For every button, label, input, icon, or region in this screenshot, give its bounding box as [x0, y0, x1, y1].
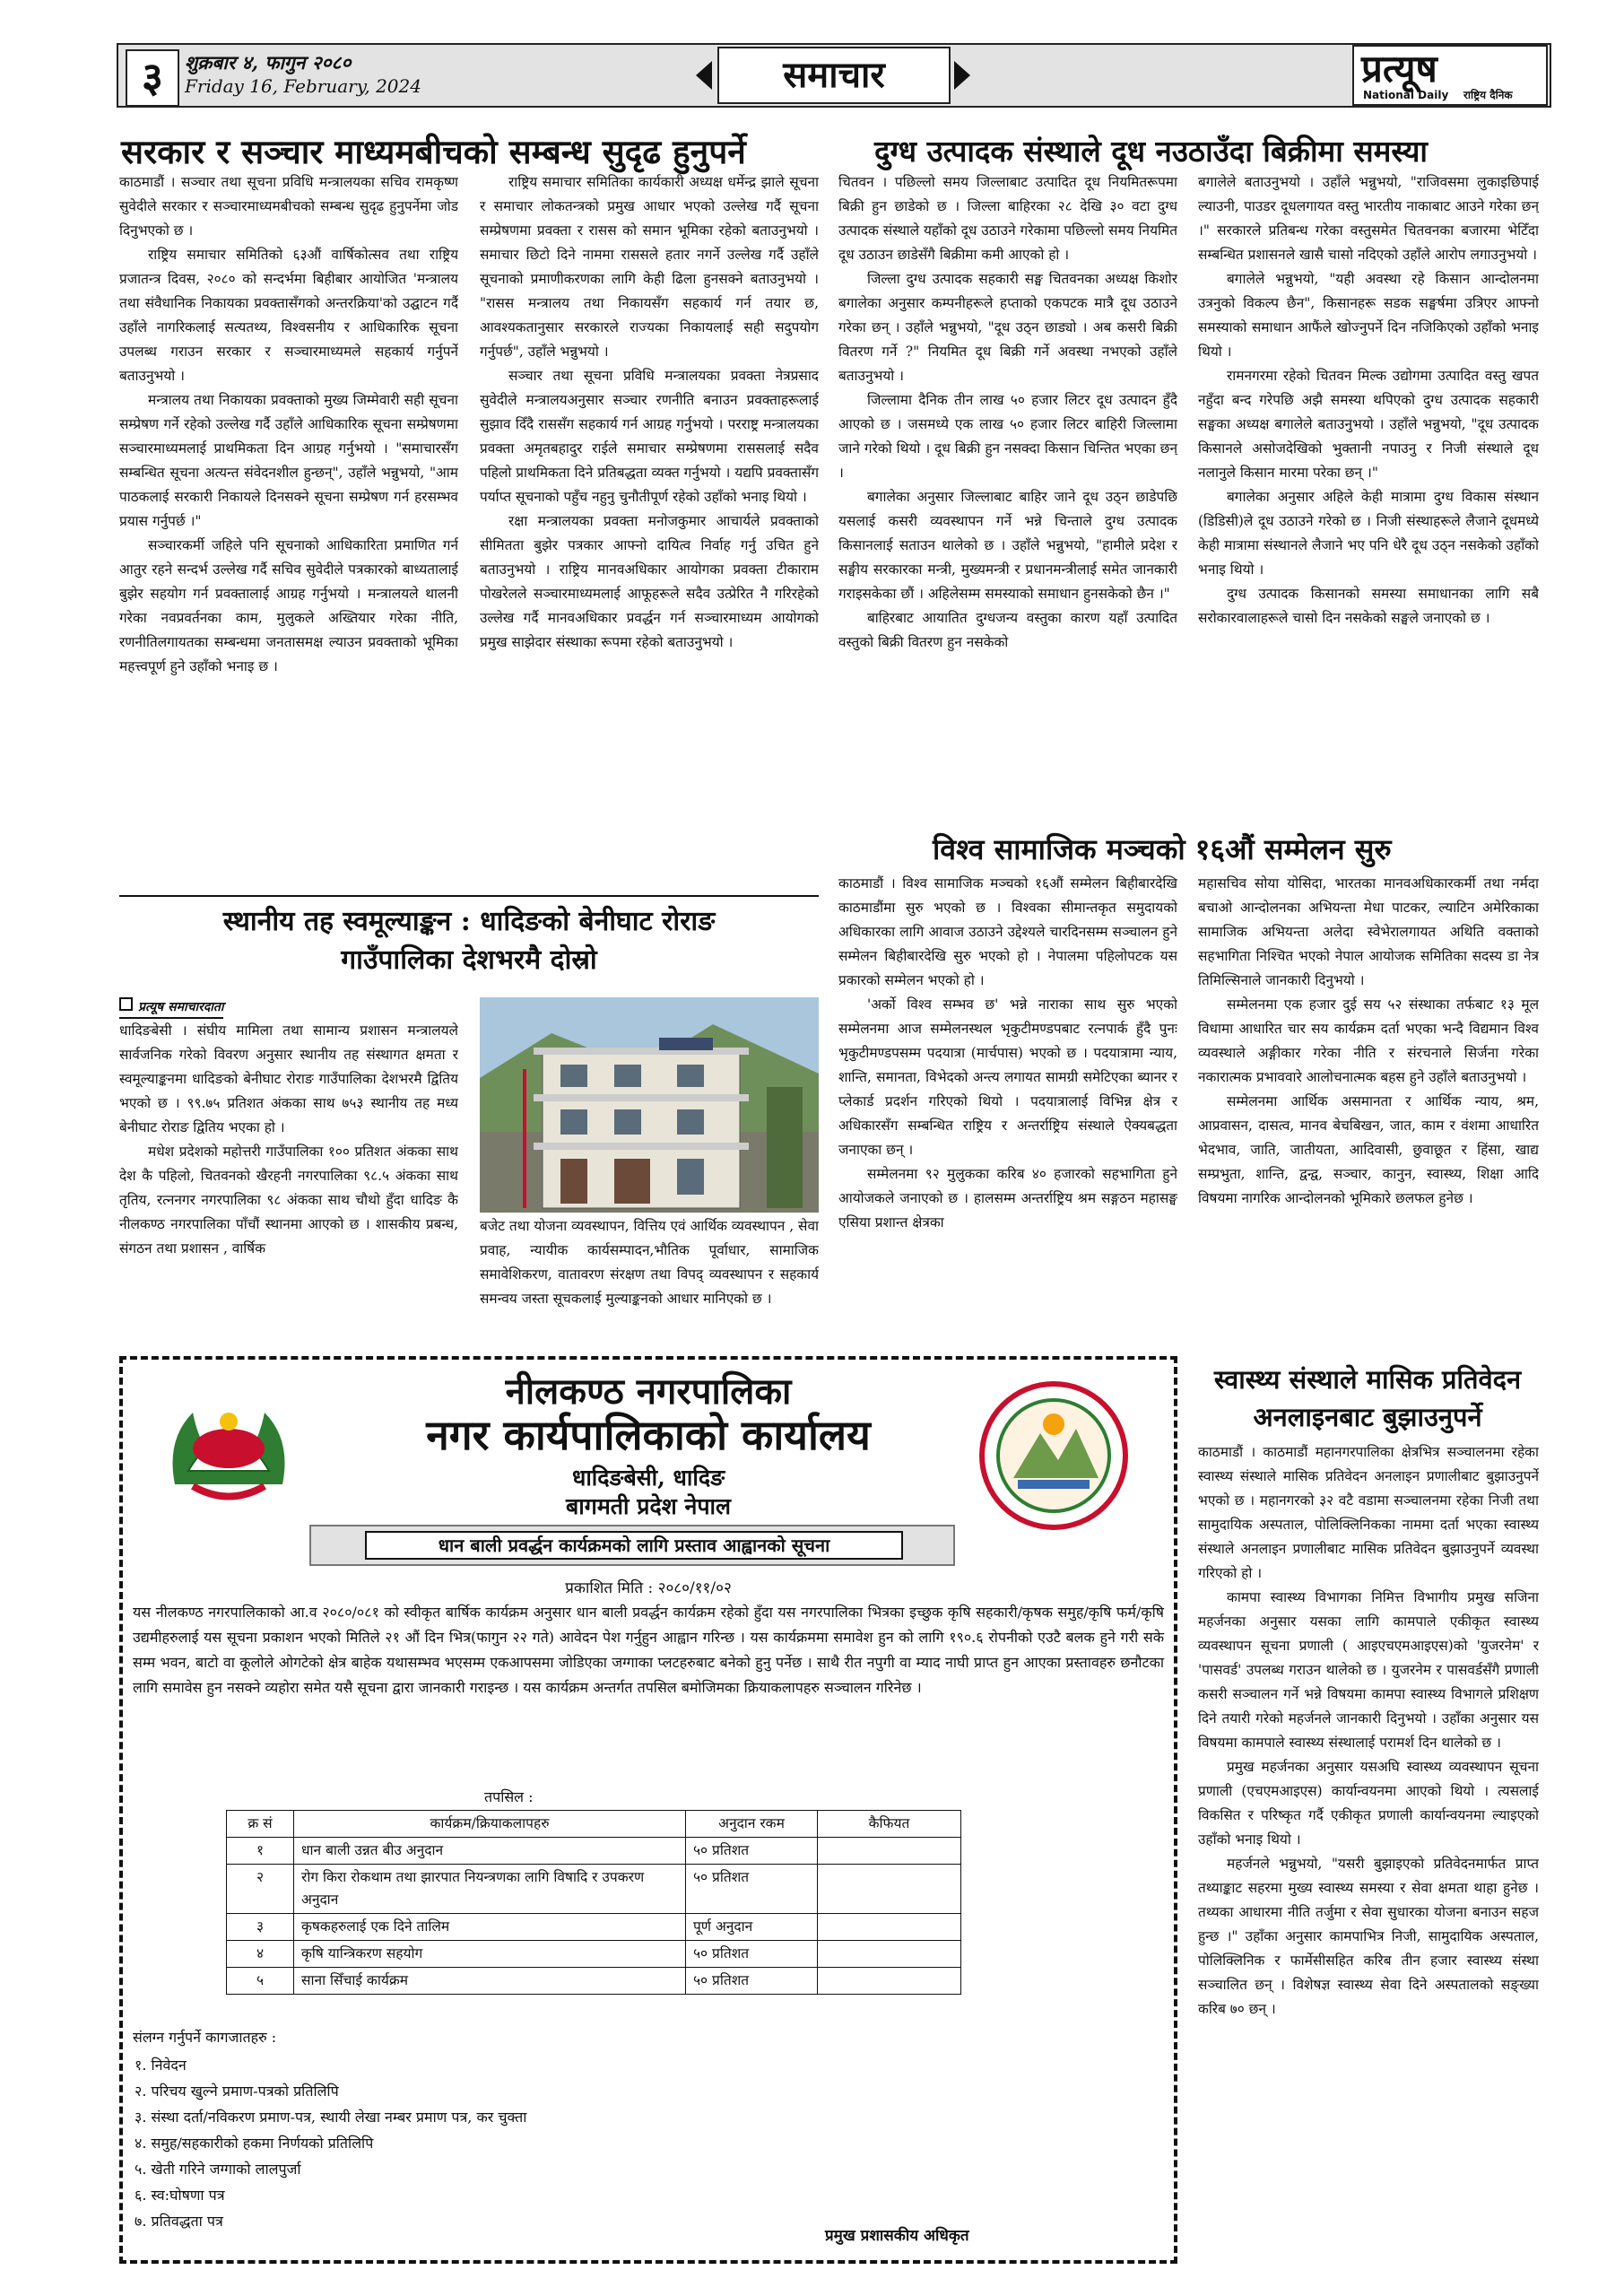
logo-subtitle: National Daily राष्ट्रिय दैनिक — [1363, 89, 1513, 101]
table-cell: १ — [227, 1838, 294, 1865]
article2-col1 — [838, 170, 1177, 818]
paragraph: बजेट तथा योजना व्यवस्थापन, वित्तिय एवं आर्थिक व्यवस्थापन , सेवा प्रवाह, न्यायीक कार्यसम्पादन,भौतिक पूर्वाधार, सामाजिक समावेशिकरण, वातावरण संरक्षण तथा विपद् व्यवस्थापन र सहकार्य समन्वय जस्ता सूचकलाई मुल्याङ्कनको आधार मानिएको छ । — [480, 1218, 819, 1307]
date-english: Friday 16, February, 2024 — [185, 75, 421, 97]
paragraph: काठमाडौं । सञ्चार तथा सूचना प्रविधि मन्त्रालयका सचिव रामकृष्ण सुवेदीले सरकार र सञ्चारमाध्यमबीचको सम्बन्ध सुदृढ हुनुपर्नेमा जोड दिनुभएको छ । — [119, 174, 458, 239]
article3-headline: विश्व सामाजिक मञ्चको १६औं सम्मेलन सुरु — [933, 832, 1392, 866]
table-cell: रोग किरा रोकथाम तथा झारपात नियन्त्रणका लागि विषादि र उपकरण अनुदान — [294, 1865, 686, 1914]
paragraph: बगालेका अनुसार अहिले केही मात्रामा दुग्ध विकास संस्थान (डिडिसी)ले दूध उठाउने गरेको छ । निजी संस्थाहरूले लैजाने दूधमध्ये केही मात्रामा संस्थानले लैजाने भए पनि धेरै दूध उठ्न नसकेको उहाँको भनाइ थियो । — [1198, 489, 1539, 578]
arrow-left-icon — [696, 61, 712, 90]
notice-title-line1: नीलकण्ठ नगरपालिका — [505, 1370, 792, 1413]
table-cell: ५० प्रतिशत — [686, 1865, 818, 1914]
table-row — [227, 1968, 961, 1995]
paragraph: काठमाडौं । काठमाडौं महानगरपालिका क्षेत्रभित्र सञ्चालनमा रहेका स्वास्थ्य संस्थाले मासिक प्रतिवेदन अनलाइन प्रणालीबाट बुझाउनुपर्ने भएको छ । महानगरको ३२ वटै वडामा सञ्चालनमा रहेका निजी तथा सामुदायिक अस्पताल, पोलिक्लिनिकका नाममा दर्ता भएका स्वास्थ्य संस्थाले अनलाइन प्रणालीबाट मासिक प्रतिवेदन बुझाउनुपर्ने व्यवस्था गरिएको हो । — [1198, 1444, 1539, 1581]
article1-headline: सरकार र सञ्चार माध्यमबीचको सम्बन्ध सुदृढ हुनुपर्ने — [121, 132, 746, 171]
signature-title: प्रमुख प्रशासकीय अधिकृत — [825, 2227, 969, 2245]
table-header: क्र सं — [227, 1811, 294, 1838]
article3-col1 — [838, 872, 1177, 1352]
article4-col2 — [480, 1214, 819, 1352]
notice-address-line1: धादिङबेसी, धादिङ — [571, 1465, 725, 1491]
paragraph: सम्मेलनमा ९२ मुलुकका करिब ४० हजारको सहभागिता हुने आयोजकले जनाएको छ । हालसम्म अन्तर्राष्ट्रिय श्रम सङ्गठन महासङ्घ एसिया प्रशान्त क्षेत्रका — [838, 1166, 1177, 1231]
list-item: ६. स्व:घोषणा पत्र — [135, 2187, 225, 2204]
byline: प्रत्यूष समाचारदाता — [119, 997, 223, 1019]
table-row — [227, 1838, 961, 1865]
table-cell — [818, 1914, 961, 1941]
table-cell: ५० प्रतिशत — [686, 1838, 818, 1865]
documents-heading: संलग्न गर्नुपर्ने कागजातहरु : — [133, 2029, 277, 2046]
paragraph: सञ्चार तथा सूचना प्रविधि मन्त्रालयका प्रवक्ता नेत्रप्रसाद सुवेदीले मन्त्रालयअनुसार सञ्चार रणनीति बनाउन प्रवक्ताहरूलाई सुझाव दिँदै राससँग सहकार्य गर्न आग्रह गर्नुभयो । परराष्ट्र मन्त्रालयका प्रवक्ता अमृतबहादुर राईले समाचार सम्प्रेषणमा राससलाई सदैव पहिलो प्राथमिकता दिने प्रतिबद्धता व्यक्त गर्नुभयो । यद्यपि प्रवक्तासँग पर्याप्त सूचनाको पहुँच नहुनु चुनौतीपूर्ण रहेको उहाँको भनाइ थियो । — [480, 368, 819, 505]
table-row — [227, 1865, 961, 1914]
activities-table — [226, 1810, 961, 1995]
paragraph: बगालेका अनुसार जिल्लाबाट बाहिर जाने दूध उठ्न छाडेपछि यसलाई कसरी व्यवस्थापन गर्ने भन्ने चिन्ताले दुग्ध उत्पादक किसानलाई सताउन थालेको छ । उहाँले भन्नुभयो, "हामीले प्रदेश र सङ्घीय सरकारका मन्त्री, मुख्यमन्त्री र प्रधानमन्त्रीलाई समेत जानकारी गराइसकेका छौं । अहिलेसम्म समस्याको समाधान हुनसकेको छैन ।" — [838, 489, 1177, 602]
building-photo — [480, 997, 819, 1213]
table-cell: पूर्ण अनुदान — [686, 1914, 818, 1941]
paragraph: बाहिरबाट आयातित दुग्धजन्य वस्तुका कारण यहाँ उत्पादित वस्तुको बिक्री वितरण हुन नसकेको — [838, 610, 1177, 650]
page-number: ३ — [126, 49, 179, 107]
list-item: ७. प्रतिवद्धता पत्र — [135, 2213, 223, 2230]
notice-title-line2: नगर कार्यपालिकाको कार्यालय — [426, 1411, 871, 1459]
paragraph: महर्जनले भन्नुभयो, "यसरी बुझाइएको प्रतिवेदनमार्फत प्राप्त तथ्याङ्काट सहरमा मुख्य स्वास्थ्य समस्या र सेवा क्षमता थाहा हुनेछ । तथ्यका आधारमा नीति तर्जुमा र सेवा सुधारका योजना बनाउन सहज हुन्छ ।" उहाँका अनुसार कामपाभित्र निजी, सामुदायिक अस्पताल, पोलिक्लिनिक र फार्मेसीसहित करिब तीन हजार स्वास्थ्य संस्था सञ्चालित छन् । विशेषज्ञ स्वास्थ्य सेवा दिने अस्पतालको सङ्ख्या करिब ७० छन् । — [1198, 1856, 1539, 2017]
list-item: १. निवेदन — [135, 2057, 187, 2074]
table-cell: ५० प्रतिशत — [686, 1968, 818, 1995]
article1-col1 — [119, 170, 458, 888]
table-cell — [818, 1838, 961, 1865]
paragraph: सञ्चारकर्मी जहिले पनि सूचनाको आधिकारिता प्रमाणित गर्न आतुर रहने सन्दर्भ उल्लेख गर्दै सचिव सुवेदीले पत्रकारको बाध्यतालाई बुझेर सहयोग गर्न प्रवक्तालाई आग्रह गर्नुभयो । मन्त्रालयले थालनी गरेका नवप्रवर्तनका काम, मुलुकले अख्तियार गरेका नीति, रणनीतिलगायतका सम्बन्धमा जनतासमक्ष ल्याउन प्रवक्ताको भूमिका महत्त्वपूर्ण हुने उहाँको भनाइ छ । — [119, 537, 458, 674]
date-nepali: शुक्रबार ४, फागुन २०८० — [185, 51, 352, 74]
paragraph: जिल्लामा दैनिक तीन लाख ५० हजार लिटर दूध उत्पादन हुँदै आएको छ । जसमध्ये एक लाख ५० हजार लिटर बाहिरी जिल्लामा जाने गरेको थियो । दूध बिक्री हुन नसक्दा किसान चिन्तित भएका छन् । — [838, 392, 1177, 481]
table-cell: ५ — [227, 1968, 294, 1995]
table-cell: ५० प्रतिशत — [686, 1941, 818, 1968]
paragraph: सम्मेलनमा आर्थिक असमानता र आर्थिक न्याय, श्रम, आप्रवासन, दासत्व, मानव बेचबिखन, जात, काम र वंशमा आधारित भेदभाव, जाति, जातीयता, आदिवासी, छुवाछूत र हिंसा, खाद्य सम्प्रभुता, शान्ति, द्वन्द्व, सञ्चार, कानुन, स्वास्थ्य, शिक्षा आदि विषयमा नागरिक आन्दोलनको भूमिकारे छलफल हुनेछ । — [1198, 1093, 1539, 1206]
paragraph: कामपा स्वास्थ्य विभागका निमित्त विभागीय प्रमुख सजिना महर्जनका अनुसार यसका लागि कामपाले एकीकृत स्वास्थ्य व्यवस्थापन सूचना प्रणाली ( आइएचएमआइएस)को 'युजरनेम' र 'पासवर्ड' उपलब्ध गराउन थालेको छ । युजरनेम र पासवर्डसँगै प्रणाली कसरी सञ्चालन गर्ने भन्ने विषयमा कामपा स्वास्थ्य विभागले प्रशिक्षण दिने तयारी गरेको महर्जनले जानकारी दिनुभयो । उहाँका अनुसार यस विषयमा कामपाले स्वास्थ्य संस्थालाई परामर्श दिन थालेको छ । — [1198, 1589, 1539, 1751]
list-item: २. परिचय खुल्ने प्रमाण-पत्रको प्रतिलिपि — [135, 2083, 339, 2100]
section-title: समाचार — [717, 47, 951, 104]
paragraph: दुग्ध उत्पादक किसानको समस्या समाधानका लागि सबै सरोकारवालाहरूले चासो दिन नसकेको सङ्घले जनाएको छ । — [1198, 586, 1539, 626]
list-item: ४. समुह/सहकारीको हकमा निर्णयको प्रतिलिपि — [135, 2135, 374, 2152]
dateline — [185, 50, 421, 99]
article2-col2 — [1198, 170, 1539, 818]
notice-published-date: प्रकाशित मिति : २०८०/११/०२ — [565, 1579, 732, 1597]
article5-headline-line2: अनलाइनबाट बुझाउनुपर्ने — [1253, 1402, 1482, 1432]
paragraph: महासचिव सोया योसिदा, भारतका मानवअधिकारकर्मी तथा नर्मदा बचाओ आन्दोलनका अभियन्ता मेधा पाटकर, ल्याटिन अमेरिकाका सामाजिक अभियन्ता अलेदा स्वेभेरालगायत अथिति वक्ताको सहभागिता निश्चित भएको नेपाल आयोजक समितिका सदस्य डा नेत्र तिमिल्सिनाले जानकारी दिनुभयो । — [1198, 875, 1539, 988]
table-cell: साना सिँचाई कार्यक्रम — [294, 1968, 686, 1995]
logo-text: प्रत्यूष — [1361, 47, 1437, 91]
paragraph: काठमाडौं । विश्व सामाजिक मञ्चको १६औं सम्मेलन बिहीबारदेखि काठमाडौंमा सुरु भएको छ । विश्वका सीमान्तकृत समुदायको अधिकारका लागि आवाज उठाउने उद्देश्यले चारदिनसम्म सञ्चालन हुने सम्मेलन बिहीबारदेखि सुरु भएको हो । नेपालमा पहिलोपटक यस प्रकारको सम्मेलन भएको हो । — [838, 875, 1177, 988]
paragraph: बगालेले बताउनुभयो । उहाँले भन्नुभयो, "राजिवसमा लुकाइछिपाई ल्याउनी, पाउडर दूधलगायत वस्तु भारतीय नाकाबाट आउने गरेका छन् ।" सरकारले प्रतिबन्ध गरेका वस्तुसमेत चितवनका बजारमा भेटिँदा सम्बन्धित प्रशासनले खासै चासो नदिएको उहाँले आरोप लगाउनुभयो । — [1198, 174, 1539, 263]
table-cell — [818, 1865, 961, 1914]
table-header-row — [227, 1811, 961, 1838]
article5-headline-line1: स्वास्थ्य संस्थाले मासिक प्रतिवेदन — [1213, 1364, 1522, 1395]
paragraph: जिल्ला दुग्ध उत्पादक सहकारी सङ्घ चितवनका अध्यक्ष किशोर बगालेका अनुसार कम्पनीहरूले हप्ताको एकपटक मात्रै दूध उठाउने गरेका छन् । उहाँले भन्नुभयो, "दूध उठ्न छाड्यो । अब कसरी बिक्री वितरण गर्ने ?" नियमित दूध बिक्री गर्ने अवस्था नभएको उहाँले बताउनुभयो । — [838, 271, 1177, 384]
paragraph: मधेश प्रदेशको महोत्तरी गाउँपालिका १०० प्रतिशत अंकका साथ देश कै पहिलो, चितवनको खैरहनी नगरपालिका ९८.५ अंकका साथ तृतिय, रत्ननगर नगरपालिका ९८ अंकका साथ चौथो हुँदा धादिङ कै नीलकण्ठ नगरपालिका पाँचौं स्थानमा आएको छ । शासकीय प्रबन्ध, संगठन तथा प्रशासन , वार्षिक — [119, 1144, 458, 1257]
list-item: ३. संस्था दर्ता/नविकरण प्रमाण-पत्र, स्थायी लेखा नम्बर प्रमाण पत्र, कर चुक्ता — [135, 2109, 527, 2126]
building-illustration — [480, 997, 819, 1213]
table-caption: तपसिल : — [484, 1788, 534, 1805]
table-cell: २ — [227, 1865, 294, 1914]
table-cell: कृषकहरुलाई एक दिने तालिम — [294, 1914, 686, 1941]
paragraph: राष्ट्रिय समाचार समितिका कार्यकारी अध्यक्ष धर्मेन्द्र झाले सूचना र समाचार लोकतन्त्रको प्रमुख आधार भएको उल्लेख गर्दै सूचना सम्प्रेषणमा प्रवक्ता र रासस को समान भूमिका रहेको बताउनुभयो । समाचार छिटो दिने नाममा राससले हतार नगर्ने उल्लेख गर्दै उहाँले सूचनाको प्रमाणीकरणका लागि केही ढिला हुनसक्ने बताउनुभयो । "रासस मन्त्रालय तथा निकायसँग सहकार्य गर्न तयार छ, आवश्यकतानुसार सरकारले राज्यका निकायलाई सही सदुपयोग गर्नुपर्छ", उहाँले भन्नुभयो । — [480, 174, 819, 360]
table-row — [227, 1914, 961, 1941]
article1-col2 — [480, 170, 819, 888]
article4-col1 — [119, 1019, 458, 1352]
article4-headline-line2: गाउँपालिका देशभरमै दोस्रो — [341, 944, 597, 976]
paragraph: राष्ट्रिय समाचार समितिको ६३औं वार्षिकोत्सव तथा राष्ट्रिय प्रजातन्त्र दिवस, २०८० को सन्दर्भमा बिहीबार आयोजित 'मन्त्रालय तथा संवैधानिक निकायका प्रवक्तासँगको अन्तरक्रिया'को उद्घाटन गर्दै उहाँले नागरिकलाई सत्यतथ्य, विश्वसनीय र आधिकारिक सूचना उपलब्ध गराउन सरकार र सञ्चारमाध्यमले सहकार्य गर्नुपर्ने बताउनुभयो । — [119, 247, 458, 384]
notice-subject: धान बाली प्रवर्द्धन कार्यक्रमको लागि प्रस्ताव आह्वानको सूचना — [365, 1531, 903, 1560]
table-header: कार्यक्रम/क्रियाकलापहरु — [294, 1811, 686, 1838]
divider — [119, 895, 819, 897]
list-item: ५. खेती गरिने जग्गाको लालपुर्जा — [135, 2161, 301, 2178]
table-cell: धान बाली उन्नत बीउ अनुदान — [294, 1838, 686, 1865]
notice-banner — [309, 1525, 955, 1566]
article2-headline: दुग्ध उत्पादक संस्थाले दूध नउठाउँदा बिक्रीमा समस्या — [874, 134, 1428, 169]
documents-list — [135, 2052, 526, 2234]
paragraph: मन्त्रालय तथा निकायका प्रवक्ताको मुख्य जिम्मेवारी सही सूचना सम्प्रेषण गर्ने रहेको उल्लेख गर्दै उहाँले आधिकारिक सूचना सम्प्रेषणमा सञ्चारमाध्यमलाई प्राथमिकता दिन आग्रह गर्नुभयो । "समाचारसँग सम्बन्धित सूचना अत्यन्त संवेदनशील हुन्छन्", उहाँले भन्नुभयो, "आम पाठकलाई सरकारी निकायले दिनसक्ने सूचना सम्प्रेषण गर्न हरसम्भव प्रयास गर्नुपर्छ ।" — [119, 392, 458, 529]
table-cell — [818, 1941, 961, 1968]
article4-headline-line1: स्थानीय तह स्वमूल्याङ्कन : धादिङको बेनीघाट रोराङ — [222, 906, 716, 937]
table-header: कैफियत — [818, 1811, 961, 1838]
notice-body: यस नीलकण्ठ नगरपालिकाको आ.व २०८०/०८१ को स्वीकृत बार्षिक कार्यक्रम अनुसार धान बाली प्रवर्द्धन कार्यक्रम रहेको हुँदा यस नगरपालिका भित्रका इच्छुक कृषि सहकारी/कृषक समुह/कृषि फर्म/कृषि उद्यमीहरुलाई यस सूचना प्रकाशन भएको मितिले २१ औं दिन भित्र(फागुन २२ गते) आवेदन पेश गर्नुहुन आह्वान गरिन्छ । यस कार्यक्रममा समावेश हुन को लागि १९०.६ रोपनीको एउटै बलक हुने गरी सके सम्म भवन, बाटो वा कूलोले ओगटेको क्षेत्र बाहेक यथासम्भव भएसम्म एकआपसमा जोडिएका जग्गाका प्लटहरुबाट बनेको हुनु पर्नेछ । साथै रीत नपुगी वा म्याद नाघी प्राप्त हुन आएका प्रस्तावहरु छनौटका लागि समावेस हुन नसक्ने व्यहोरा समेत यसै सूचना द्वारा जानकारी गराइन्छ । यस कार्यक्रम अन्तर्गत तपसिल बमोजिमका क्रियाकलापहरु सञ्चालन गरिनेछ । — [133, 1604, 1164, 1696]
paragraph: सम्मेलनमा एक हजार दुई सय ५२ संस्थाका तर्फबाट १३ मूल विधामा आधारित चार सय कार्यक्रम दर्ता भएका भन्दै विद्यमान विश्व व्यवस्थाले अङ्गीकार गरेका नीति र संरचनाले सिर्जना गरेका नकारात्मक प्रभाववारे आलोचनात्मक बहस हुने उहाँले बताउनुभयो । — [1198, 996, 1539, 1085]
article3-col2 — [1198, 872, 1539, 1352]
table-cell: ३ — [227, 1914, 294, 1941]
paragraph: प्रमुख महर्जनका अनुसार यसअघि स्वास्थ्य व्यवस्थापन सूचना प्रणाली (एचएमआइएस) कार्यान्वयनमा आएको थियो । त्यसलाई विकसित र परिष्कृत गर्दै एकीकृत प्रणाली कार्यान्वयनमा ल्याइएको उहाँको भनाइ थियो । — [1198, 1759, 1539, 1848]
table-row — [227, 1941, 961, 1968]
arrow-right-icon — [954, 61, 970, 90]
table-cell: कृषि यान्त्रिकरण सहयोग — [294, 1941, 686, 1968]
paragraph: बगालेले भन्नुभयो, "यही अवस्था रहे किसान आन्दोलनमा उत्रनुको विकल्प छैन", किसानहरू सडक सङ्घर्षमा उत्रिएर आफ्नो समस्याको समाधान आफैंले खोज्नुपर्ने दिन नजिकिएको उहाँको भनाइ थियो । — [1198, 271, 1539, 360]
table-cell — [818, 1968, 961, 1995]
paragraph: धादिङबेसी । संघीय मामिला तथा सामान्य प्रशासन मन्त्रालयले सार्वजनिक गरेको विवरण अनुसार स्थानीय तह संस्थागत क्षमता र स्वमूल्याङ्कनमा धादिङको बेनीघाट रोराङ गाउँपालिका देशभरमै द्वितिय भएको छ । ९९.७५ प्रतिशत अंकका साथ ७५३ स्थानीय तह मध्य बेनीघाट रोराङ द्वितिय भएका हो । — [119, 1022, 458, 1135]
paragraph: 'अर्को विश्व सम्भव छ' भन्ने नाराका साथ सुरु भएको सम्मेलनमा आज सम्मेलनस्थल भृकुटीमण्डपबाट रत्नपार्क हुँदै पुनः भृकुटीमण्डपसम्म पदयात्रा (मार्चपास) भएको छ । पदयात्रामा न्याय, शान्ति, समानता, विभेदको अन्त्य लगायत सामग्री समेटिएका ब्यानर र प्लेकार्ड प्रदर्शन गरिएको थियो । पदयात्रालाई विभिन्न क्षेत्र र अधिकारसँग सम्बन्धित राष्ट्रिय र अन्तर्राष्ट्रिय संस्थाले ऐक्यबद्धता जनाएका छन् । — [838, 996, 1177, 1158]
article5-col — [1198, 1440, 1539, 2266]
notice-address-line2: बागमती प्रदेश नेपाल — [566, 1493, 731, 1519]
paragraph: रामनगरमा रहेको चितवन मिल्क उद्योगमा उत्पादित वस्तु खपत नहुँदा बन्द गरेपछि अझै समस्या थपिएको दुग्ध उत्पादक सहकारी सङ्घका अध्यक्ष बगालेले बताउनुभयो । उहाँले भन्नुभयो, "दूध उत्पादक किसानले असोजदेखिको भुक्तानी नपाउनु र निजी संस्थाले दूध नलानुले किसान मारमा परेका छन् ।" — [1198, 368, 1539, 481]
paragraph: चितवन । पछिल्लो समय जिल्लाबाट उत्पादित दूध नियमितरूपमा बिक्री हुन छाडेको छ । जिल्ला बाहिरका २८ देखि ३० वटा दुग्ध उत्पादक संस्थाले यहाँको दूध उठाउने गरेकामा पछिल्लो समय नियमित दूध उठाउन छाडेसँगै बिक्रीमा कमी आएको हो । — [838, 174, 1177, 263]
newspaper-logo — [1352, 45, 1548, 106]
table-cell: ४ — [227, 1941, 294, 1968]
checkbox-icon — [119, 997, 133, 1011]
table-header: अनुदान रकम — [686, 1811, 818, 1838]
paragraph: रक्षा मन्त्रालयका प्रवक्ता मनोजकुमार आचार्यले प्रवक्ताको सीमितता बुझेर पत्रकार आफ्नो दायित्व निर्वाह गर्नु उचित हुने बताउनुभयो । राष्ट्रिय मानवअधिकार आयोगका प्रवक्ता टीकाराम पोखरेलले सञ्चारमाध्यमलाई आफूहरूले सदैव उत्प्रेरित नै गरिरहेको उल्लेख गर्दै मानवअधिकार प्रवर्द्धन गर्न सञ्चारमाध्यम आयोगको प्रमुख साझेदार संस्थाका रूपमा रहेको बताउनुभयो । — [480, 513, 819, 650]
